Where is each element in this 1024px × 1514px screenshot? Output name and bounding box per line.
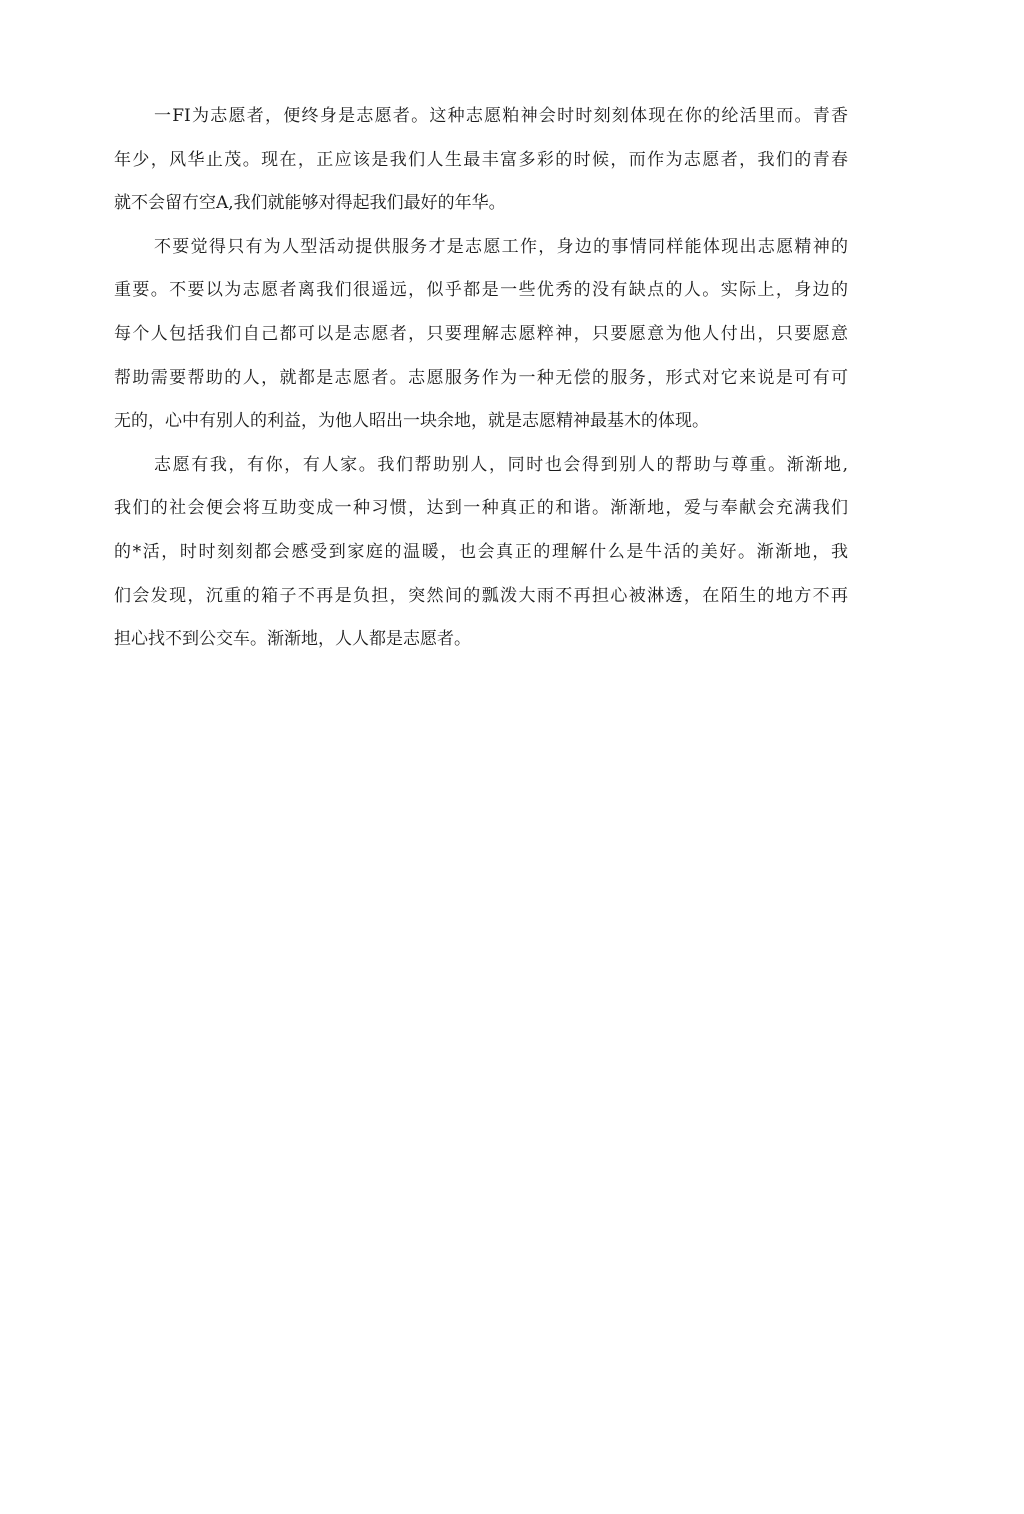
paragraph-line: 不要觉得只有为人型活动提供服务才是志愿工作，身边的事情同样能体现出志愿精神的 xyxy=(154,236,848,257)
paragraph-line: 担心找不到公交车。渐渐地，人人都是志愿者。 xyxy=(114,629,471,650)
paragraph-line: 无的，心中有别人的利益，为他人昭出一块余地，就是志愿精神最基木的体现。 xyxy=(114,411,709,432)
paragraph-line: 我们的社会便会将互助变成一种习惯，达到一种真正的和谐。渐渐地，爱与奉献会充满我们 xyxy=(114,498,848,519)
paragraph-line: 一FI为志愿者，便终身是志愿者。这种志愿粕神会时时刻刻体现在你的纶活里而。青香 xyxy=(154,106,848,126)
paragraph-1 xyxy=(114,95,848,226)
paragraph-3 xyxy=(114,444,848,662)
paragraph-line: 年少，风华止茂。现在，正应该是我们人生最丰富多彩的时候，而作为志愿者，我们的青春 xyxy=(114,149,848,170)
document-body xyxy=(114,95,848,662)
paragraph-line: 就不会留冇空A,我们就能够对得起我们最好的年华。 xyxy=(114,193,506,214)
paragraph-line: 的*活，时时刻刻都会慼受到家庭的温暖，也会真正的理解什么是牛活的美好。渐渐地，我 xyxy=(114,541,848,562)
paragraph-line: 志愿有我，有你，有人家。我们帮助别人，同时也会得到别人的帮助与尊重。渐渐地, xyxy=(154,454,848,475)
paragraph-line: 帮助需要帮助的人，就都是志愿者。志愿服务作为一种无偿的服务，形式对它来说是可有可 xyxy=(114,367,848,388)
paragraph-2 xyxy=(114,226,848,444)
paragraph-line: 每个人包括我们自己都可以是志愿者，只要理解志愿粹神，只要愿意为他人付出，只要愿意 xyxy=(114,323,848,344)
paragraph-line: 们会发现，沉重的箱子不再是负担，突然间的瓢泼大雨不再担心被淋透，在陌生的地方不再 xyxy=(114,585,848,606)
paragraph-line: 重要。不要以为志愿者离我们很遥远，似乎都是一些优秀的没有缺点的人。实际上，身边的 xyxy=(114,280,848,301)
